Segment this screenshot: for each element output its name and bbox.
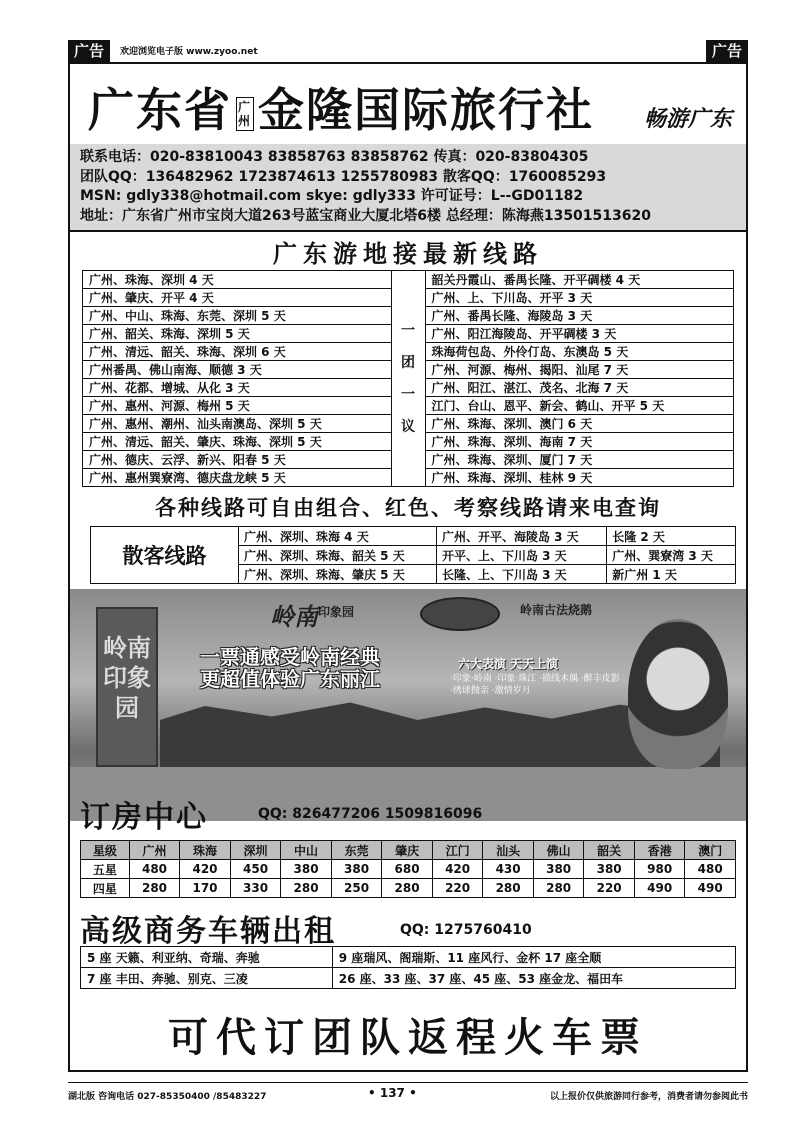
hotel-cell: 280 [129,879,180,898]
hotel-header-cell: 江门 [432,841,483,860]
ad-show-list: ·印象·岭南 ·印象·珠江 ·描线木偶 ·醉丰皮影 ·绣球抛亲 ·激情岁月 [450,674,620,696]
route-right: 广州、珠海、深圳、澳门 6 天 [425,415,734,433]
brand-city: 广州 [236,97,254,131]
routes-table [82,270,734,487]
ad-frame [68,62,748,1072]
route-left: 广州、惠州、河源、梅州 5 天 [83,397,392,415]
sanke-cell: 新广州 1 天 [607,565,736,584]
sanke-cell: 长隆 2 天 [607,527,736,546]
model-portrait [628,619,728,769]
sanke-cell: 广州、深圳、珠海、肇庆 5 天 [239,565,437,584]
park-logo: 岭南 [270,603,318,631]
ad-tag-right: 广告 [706,40,748,62]
hotel-cell: 330 [230,879,281,898]
hotel-header-cell: 澳门 [685,841,736,860]
hotel-header-cell: 中山 [281,841,332,860]
car-cell: 5 座 天籁、利亚纳、奇瑞、奔驰 [81,947,333,968]
contact-phone: 联系电话：020-83810043 83858763 83858762 传真：020-83804305 [80,149,589,165]
mid-char: 一 [401,386,415,403]
hotel-cell: 420 [432,860,483,879]
hotel-cell: 490 [685,879,736,898]
hotel-cell: 220 [584,879,635,898]
train-tickets-banner: 可代订团队返程火车票 [168,1014,648,1061]
car-table [80,946,736,989]
sanke-table [90,526,736,584]
contact-msn: MSN: gdly338@hotmail.com skye: gdly333 许可证号：L--GD01182 [80,188,584,204]
route-right: 珠海荷包岛、外伶仃岛、东澳岛 5 天 [425,343,734,361]
sanke-cell: 广州、开平、海陵岛 3 天 [436,527,606,546]
hotel-cell: 280 [382,879,433,898]
sanke-subtitle: 各种线路可自由组合、红色、考察线路请来电查询 [155,496,661,520]
route-right: 广州、河源、梅州、揭阳、汕尾 7 天 [425,361,734,379]
sanke-cell: 广州、深圳、珠海 4 天 [239,527,437,546]
hotel-cell: 280 [533,879,584,898]
hotel-cell: 220 [432,879,483,898]
hotel-cell: 380 [533,860,584,879]
hotel-cell: 280 [281,879,332,898]
route-left: 广州、肇庆、开平 4 天 [83,289,392,307]
sanke-cell: 广州、深圳、珠海、韶关 5 天 [239,546,437,565]
route-left: 广州番禺、佛山南海、顺德 3 天 [83,361,392,379]
hotel-cell: 五星 [81,860,130,879]
route-left: 广州、清远、韶关、肇庆、珠海、深圳 5 天 [83,433,392,451]
hotel-cell: 380 [331,860,382,879]
hotel-cell: 480 [129,860,180,879]
theme-park-photo [70,589,746,821]
hotel-header-row [81,841,736,860]
car-cell: 9 座瑞风、阁瑞斯、11 座风行、金杯 17 座全顺 [332,947,735,968]
car-cell: 7 座 丰田、奔驰、别克、三凌 [81,968,333,989]
roast-goose-image [420,597,500,631]
route-left: 广州、惠州巽寮湾、德庆盘龙峡 5 天 [83,469,392,487]
roast-label: 岭南古法烧鹅 [520,603,593,617]
hotel-table [80,840,736,898]
hotel-cell: 420 [180,860,231,879]
header [70,64,746,144]
footer-contact: 湖北版 咨询电话 027-85350400 /85483227 [68,1092,267,1102]
hotel-header-cell: 珠海 [180,841,231,860]
footer-disclaimer: 以上报价仅供旅游同行参考，消费者请勿参阅此书 [549,1092,748,1102]
car-cell: 26 座、33 座、37 座、45 座、53 座金龙、福田车 [332,968,735,989]
brand-province: 广东省 [88,83,232,137]
route-right: 广州、珠海、深圳、桂林 9 天 [425,469,734,487]
hotel-cell: 170 [180,879,231,898]
hotel-cell: 480 [685,860,736,879]
route-left: 广州、中山、珠海、东莞、深圳 5 天 [83,307,392,325]
route-right: 广州、上、下川岛、开平 3 天 [425,289,734,307]
route-right: 广州、珠海、深圳、海南 7 天 [425,433,734,451]
sanke-cell: 长隆、上、下川岛 3 天 [436,565,606,584]
hotel-cell: 四星 [81,879,130,898]
page-number: • 137 • [368,1086,417,1100]
route-left: 广州、惠州、潮州、汕头南澳岛、深圳 5 天 [83,415,392,433]
hotel-cell: 450 [230,860,281,879]
route-right: 广州、珠海、深圳、厦门 7 天 [425,451,734,469]
footer [68,1082,748,1102]
car-title: 高级商务车辆出租 [80,914,336,949]
hotel-cell: 280 [483,879,534,898]
hotel-header-cell: 韶关 [584,841,635,860]
hotel-cell: 680 [382,860,433,879]
route-left: 广州、清远、韶关、珠海、深圳 6 天 [83,343,392,361]
route-right: 韶关丹霞山、番禺长隆、开平碉楼 4 天 [425,271,734,289]
hotel-header-cell: 肇庆 [382,841,433,860]
contact-qq: 团队QQ：136482962 1723874613 1255780983 散客QQ：1760085293 [80,168,607,185]
hotel-cell: 490 [634,879,685,898]
mid-char: 一 [401,322,415,339]
car-qq: QQ: 1275760410 [400,922,532,938]
route-right: 广州、阳江、湛江、茂名、北海 7 天 [425,379,734,397]
hotel-header-cell: 深圳 [230,841,281,860]
sanke-label: 散客线路 [91,527,239,584]
hotel-cell: 380 [584,860,635,879]
routes-title: 广东游地接最新线路 [273,240,543,268]
route-left: 广州、珠海、深圳 4 天 [83,271,392,289]
hotel-header-cell: 香港 [634,841,685,860]
route-left: 广州、德庆、云浮、新兴、阳春 5 天 [83,451,392,469]
route-right: 江门、台山、恩平、新会、鹤山、开平 5 天 [425,397,734,415]
contact-block [70,144,746,232]
hotel-header-cell: 汕头 [483,841,534,860]
hotel-header-cell: 东莞 [331,841,382,860]
ad-headline-1: 一票通感受岭南经典 [200,645,380,669]
hotel-cell: 430 [483,860,534,879]
welcome-link[interactable]: 欢迎浏览电子版 www.zyoo.net [120,47,258,57]
ad-tag-left: 广告 [68,40,110,62]
contact-address: 地址：广东省广州市宝岗大道263号蓝宝商业大厦北塔6楼 总经理：陈海燕13501513620 [80,207,651,224]
park-sub: 印象园 [318,605,355,619]
mid-char: 团 [401,354,415,371]
hotel-row [81,879,736,898]
route-left: 广州、花都、增城、从化 3 天 [83,379,392,397]
hotel-header-cell: 星级 [81,841,130,860]
slogan: 畅游广东 [643,107,732,132]
tower-text: 岭南印象园 [103,634,151,722]
mid-char: 议 [401,418,415,435]
hotel-row [81,860,736,879]
brand-name: 金隆国际旅行社 [258,83,594,137]
hotel-header-cell: 广州 [129,841,180,860]
hotel-header-cell: 佛山 [533,841,584,860]
brand-title [88,74,594,140]
sanke-cell: 开平、上、下川岛 3 天 [436,546,606,565]
hotel-title: 订房中心 [80,800,208,835]
hotel-qq: QQ: 826477206 1509816096 [258,806,483,822]
ad-headline-2: 更超值体验广东丽江 [200,667,380,691]
ad-shows: 六大表演 天天上演 [458,657,559,671]
hotel-cell: 250 [331,879,382,898]
route-right: 广州、阳江海陵岛、开平碉楼 3 天 [425,325,734,343]
hotel-cell: 380 [281,860,332,879]
route-right: 广州、番禺长隆、海陵岛 3 天 [425,307,734,325]
hotel-cell: 980 [634,860,685,879]
top-bar [68,40,748,62]
route-mid-label [391,271,425,487]
sanke-cell: 广州、巽寮湾 3 天 [607,546,736,565]
route-left: 广州、韶关、珠海、深圳 5 天 [83,325,392,343]
